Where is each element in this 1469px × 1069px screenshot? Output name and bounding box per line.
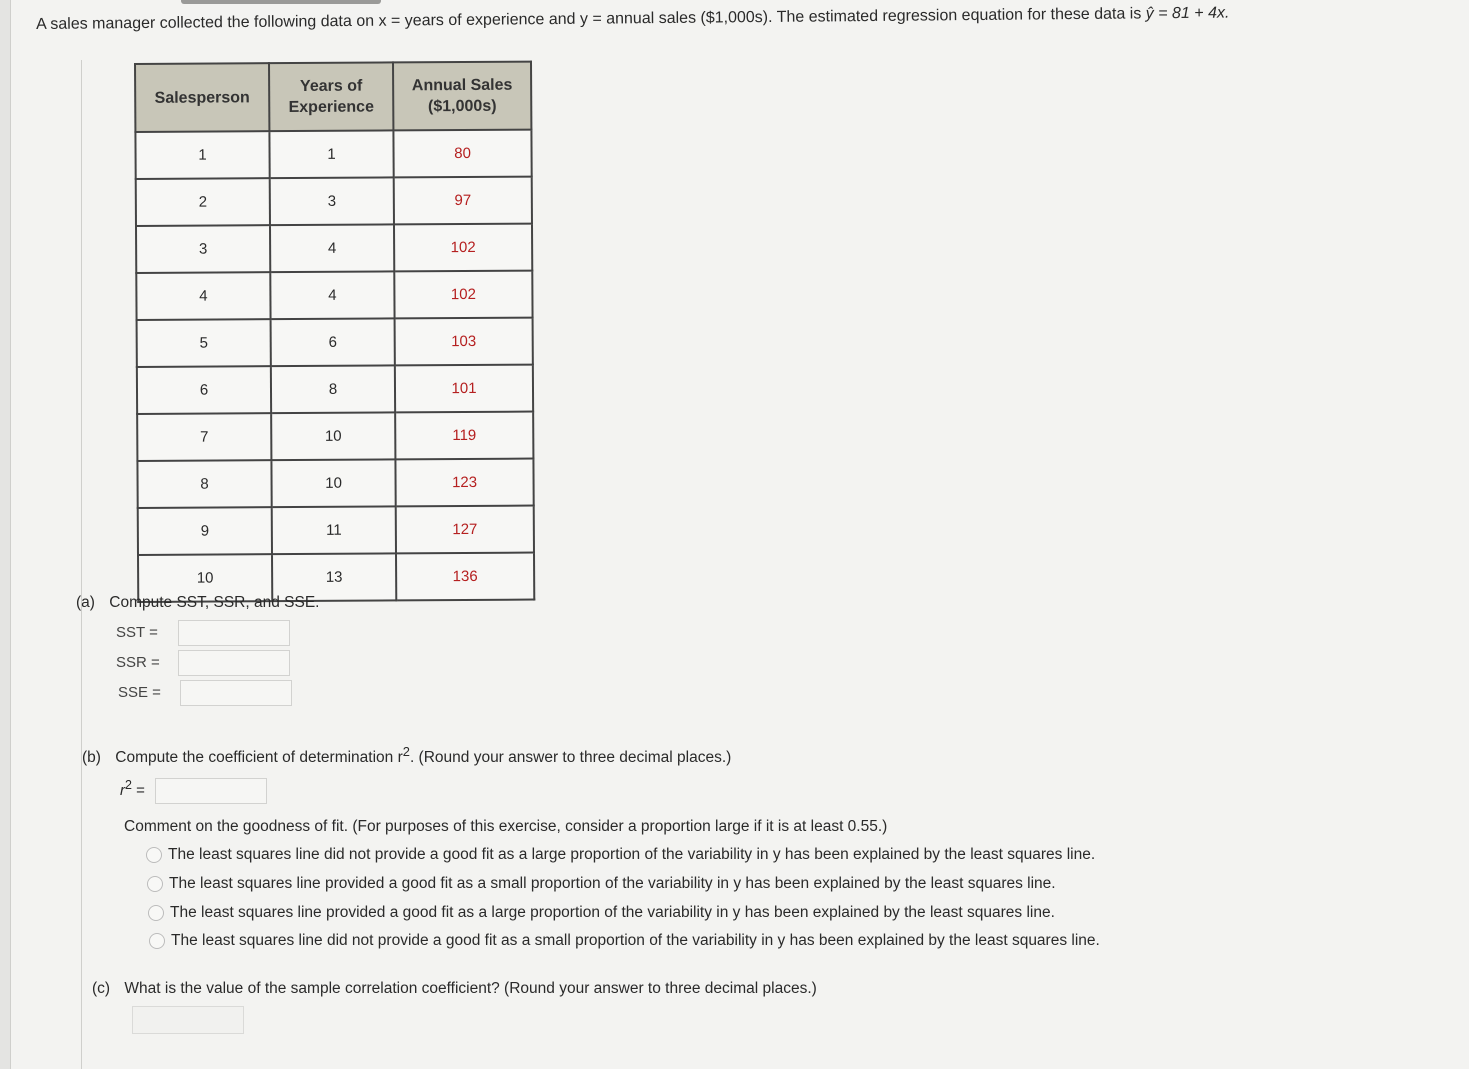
option-text: The least squares line provided a good fit as a small proportion of the variability in y has been explained by the least squares line. xyxy=(169,875,1056,892)
years-cell: 3 xyxy=(270,177,394,225)
goodness-of-fit-prompt: Comment on the goodness of fit. (For purposes of this exercise, consider a proportion large if it is at least 0.55.) xyxy=(124,818,888,835)
ssr-input[interactable] xyxy=(178,650,290,676)
sse-input[interactable] xyxy=(180,680,292,706)
part-b-sup: 2 xyxy=(402,744,410,759)
years-cell: 10 xyxy=(271,412,395,460)
r2-row xyxy=(120,778,267,804)
sales-cell: 136 xyxy=(396,553,534,601)
r2-equals: = xyxy=(131,782,145,799)
part-b-text-pre: Compute the coefficient of determination r xyxy=(115,749,403,767)
table-row xyxy=(137,318,533,367)
years-cell: 11 xyxy=(272,506,396,554)
radio-button[interactable] xyxy=(146,847,162,863)
ssr-label: SSR = xyxy=(116,653,160,671)
salesperson-cell: 9 xyxy=(138,507,272,555)
years-cell: 4 xyxy=(270,271,394,319)
option-text: The least squares line did not provide a good fit as a small proportion of the variability in y has been explained by the least squares line. xyxy=(171,932,1100,949)
sales-cell: 123 xyxy=(395,459,533,507)
part-b-text-post: . (Round your answer to three decimal places.) xyxy=(409,749,732,767)
radio-button[interactable] xyxy=(148,905,164,921)
sales-cell: 80 xyxy=(393,130,531,178)
header-annual-sales: Annual Sales ($1,000s) xyxy=(393,62,531,131)
years-cell: 4 xyxy=(270,224,394,272)
table-header-row xyxy=(135,62,531,132)
salesperson-cell: 2 xyxy=(136,178,270,226)
fit-option-1[interactable] xyxy=(146,846,1095,864)
correlation-input[interactable] xyxy=(132,1006,244,1034)
radio-button[interactable] xyxy=(149,933,165,949)
part-b-label: (b) xyxy=(82,749,101,767)
salesperson-cell: 10 xyxy=(138,554,272,602)
salesperson-cell: 5 xyxy=(137,319,271,367)
part-c-text: What is the value of the sample correlation coefficient? (Round your answer to three decimal places.) xyxy=(124,980,817,997)
table-row xyxy=(138,506,534,555)
years-cell: 13 xyxy=(272,553,396,601)
fit-option-4[interactable] xyxy=(149,932,1100,950)
option-text: The least squares line provided a good fit as a large proportion of the variability in y has been explained by the least squares line. xyxy=(170,904,1055,921)
option-text: The least squares line did not provide a good fit as a large proportion of the variability in y has been explained by the least squares line. xyxy=(168,846,1096,863)
salesperson-cell: 8 xyxy=(137,460,271,508)
salesperson-cell: 4 xyxy=(136,272,270,320)
sales-cell: 103 xyxy=(395,318,533,366)
data-table xyxy=(134,61,535,603)
problem-text: A sales manager collected the following data on x = years of experience and y = annual sales ($1,000s). The estimated regression equation for these data is xyxy=(36,5,1146,33)
sales-cell: 102 xyxy=(394,224,532,272)
sales-cell: 127 xyxy=(396,506,534,554)
r2-input[interactable] xyxy=(155,778,267,804)
header-salesperson: Salesperson xyxy=(135,63,269,132)
sales-cell: 97 xyxy=(394,177,532,225)
salesperson-cell: 7 xyxy=(137,413,271,461)
part-c-label: (c) xyxy=(92,980,111,997)
part-a-label: (a) xyxy=(76,594,95,611)
left-margin-rule xyxy=(81,60,82,1069)
table-row xyxy=(137,459,533,508)
years-cell: 8 xyxy=(271,365,395,413)
table-row xyxy=(136,177,532,226)
salesperson-cell: 3 xyxy=(136,225,270,273)
table-row xyxy=(135,130,531,179)
table-row xyxy=(136,224,532,273)
part-a-question xyxy=(76,594,319,612)
part-b-question xyxy=(82,744,731,767)
years-cell: 6 xyxy=(271,318,395,366)
sst-row xyxy=(116,620,290,646)
years-cell: 10 xyxy=(271,459,395,507)
table-row xyxy=(137,365,533,414)
salesperson-cell: 1 xyxy=(135,131,269,179)
part-a-text: Compute SST, SSR, and SSE. xyxy=(109,594,320,611)
sales-cell: 102 xyxy=(394,271,532,319)
table-row xyxy=(137,412,533,461)
sse-row xyxy=(118,680,292,706)
table-row xyxy=(136,271,532,320)
radio-button[interactable] xyxy=(147,876,163,892)
years-cell: 1 xyxy=(269,130,393,178)
r2-label: r xyxy=(120,782,125,799)
salesperson-cell: 6 xyxy=(137,366,271,414)
part-c-question xyxy=(92,980,817,998)
sales-cell: 119 xyxy=(395,412,533,460)
sst-label: SST = xyxy=(116,623,158,641)
sales-cell: 101 xyxy=(395,365,533,413)
regression-equation: ŷ = 81 + 4x. xyxy=(1145,4,1230,23)
sst-input[interactable] xyxy=(178,620,290,646)
fit-option-3[interactable] xyxy=(148,904,1055,922)
header-years-of-experience: Years of Experience xyxy=(269,62,393,131)
top-tab-edge xyxy=(181,0,381,4)
fit-option-2[interactable] xyxy=(147,875,1056,893)
sse-label: SSE = xyxy=(118,683,161,701)
r2-sup: 2 xyxy=(125,778,132,792)
ssr-row xyxy=(116,650,290,676)
